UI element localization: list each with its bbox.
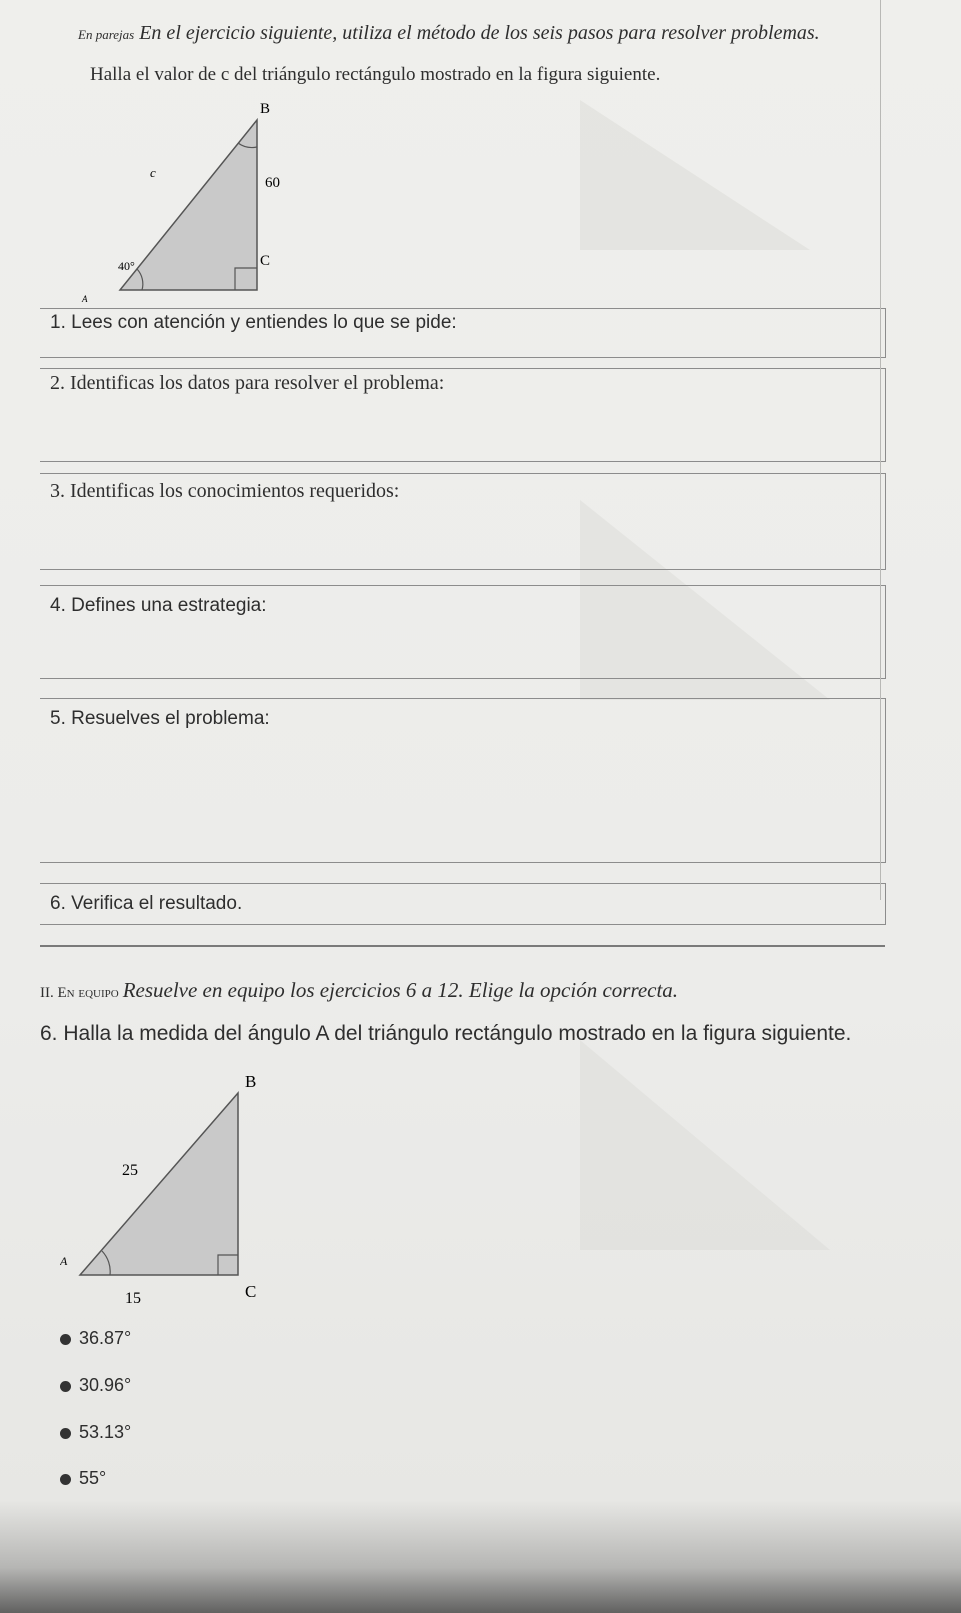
problem-6-text: 6. Halla la medida del ángulo A del triángulo rectángulo mostrado en la figura siguiente. <box>40 1022 852 1045</box>
option-a-bullet-icon <box>60 1334 71 1345</box>
page-bottom-shadow <box>0 1500 961 1613</box>
vertex-a-label-1: A <box>82 294 88 304</box>
section-divider <box>40 945 885 947</box>
triangle-figure-1 <box>60 95 300 310</box>
base-label: 15 <box>125 1290 141 1305</box>
triangle-2-shape <box>80 1093 238 1275</box>
page-gutter-line <box>880 0 881 900</box>
hypotenuse-label: 25 <box>122 1162 138 1179</box>
vertex-c-label-1: C <box>260 253 271 269</box>
problem-5-text: Halla el valor de c del triángulo rectángulo mostrado en la figura siguiente. <box>90 64 661 85</box>
option-c-value: 53.13° <box>79 1422 132 1442</box>
option-d-value: 55° <box>79 1468 107 1488</box>
step-4-label: 4. Defines una estrategia: <box>50 595 267 616</box>
vertex-b-label-1: B <box>260 101 271 117</box>
vertex-b-label-2: B <box>245 1072 257 1091</box>
step-2-label: 2. Identificas los datos para resolver el problema: <box>50 372 445 394</box>
step-5-label: 5. Resuelves el problema: <box>50 708 270 729</box>
bleed-through-figure-3 <box>570 1030 850 1260</box>
option-b-value: 30.96° <box>79 1375 132 1395</box>
instruction-2 <box>40 978 920 1003</box>
option-a[interactable] <box>60 1328 131 1349</box>
option-b[interactable] <box>60 1375 131 1396</box>
instruction-2-tag: II. En equipo <box>40 985 119 1001</box>
option-b-bullet-icon <box>60 1381 71 1392</box>
side-c-label: c <box>150 165 156 180</box>
option-c-bullet-icon <box>60 1428 71 1439</box>
option-d-bullet-icon <box>60 1474 71 1485</box>
triangle-figure-2 <box>60 1065 290 1305</box>
step-3-label: 3. Identificas los conocimientos requeridos: <box>50 480 400 502</box>
vertex-a-label-2: A <box>60 1254 68 1268</box>
option-a-value: 36.87° <box>79 1328 132 1348</box>
side-bc-label-1: 60 <box>265 175 280 191</box>
option-d[interactable] <box>60 1468 106 1489</box>
step-1-label: 1. Lees con atención y entiendes lo que se pide: <box>50 312 457 333</box>
instruction-1 <box>78 22 938 45</box>
bleed-through-figure-1 <box>570 90 830 270</box>
instruction-2-text: Resuelve en equipo los ejercicios 6 a 12. Elige la opción correcta. <box>122 978 679 1002</box>
instruction-1-text: En el ejercicio siguiente, utiliza el método de los seis pasos para resolver problemas. <box>139 22 820 44</box>
step-6-label: 6. Verifica el resultado. <box>50 893 243 914</box>
option-c[interactable] <box>60 1422 131 1443</box>
angle-a-label: 40° <box>118 259 135 273</box>
vertex-c-label-2: C <box>245 1282 257 1301</box>
instruction-1-tag: En parejas <box>78 27 135 42</box>
triangle-1-shape <box>120 120 257 290</box>
